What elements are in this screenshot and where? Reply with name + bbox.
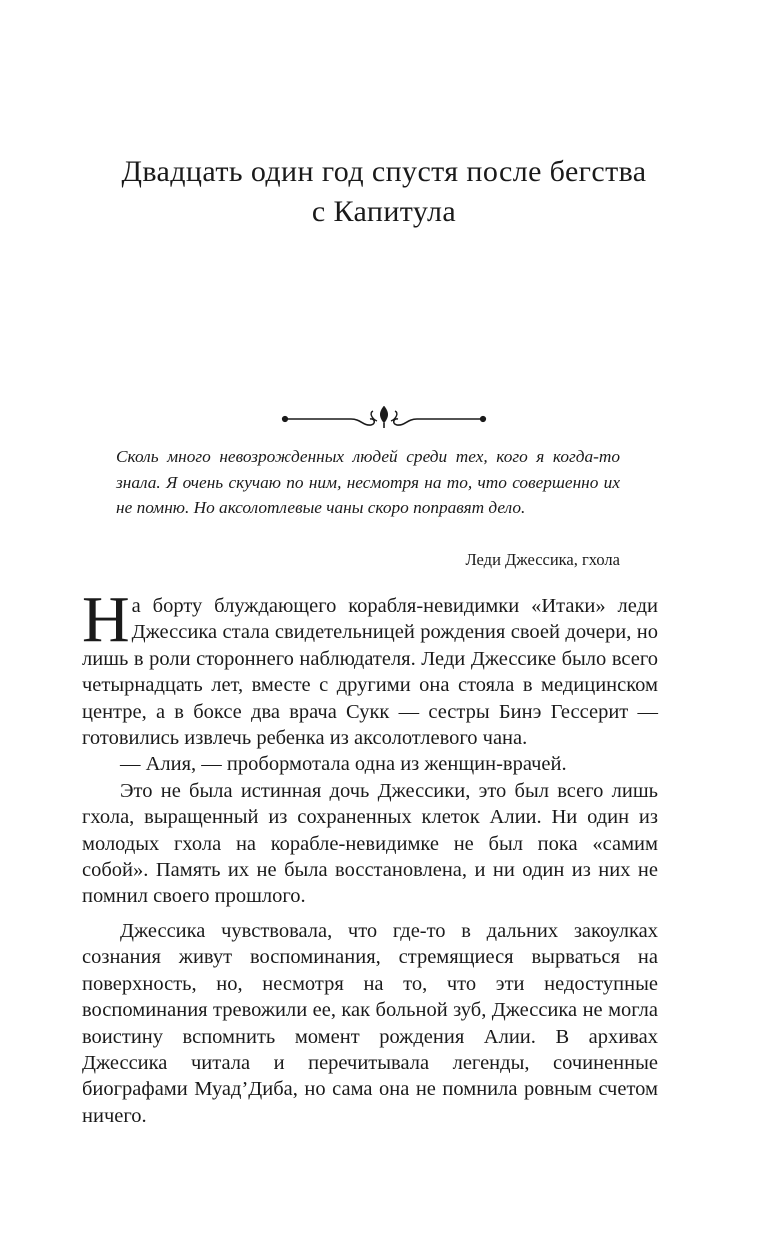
paragraph-4: Джессика чувствовала, что где-то в дальних закоулках сознания живут воспоминания, стремящиеся вырваться на поверхность, но, несмотря на то, что эти недоступные воспоминания тревожили ее, как больной зуб, Джессика не могла воистину вспомнить момент рождения Алии. В архивах Джессика читала и перечитывала легенды, сочиненные биографами Муад’Диба, но сама она не помнила ровным счетом ничего. <box>82 919 658 1127</box>
paragraph-1-text: а борту блуждающего корабля-невидимки «Итаки» леди Джессика стала свидетельницей рождения своей дочери, но лишь в роли стороннего наблюдателя. Леди Джессике было всего четырнадцать лет, вместе с другими она стояла в медицинском центре, а в боксе два врача Сукк — сестры Бинэ Гессерит — готовились извлечь ребенка из аксолотлевого чана. <box>82 595 658 750</box>
chapter-title <box>60 152 708 232</box>
paragraph-3: Это не была истинная дочь Джессики, это был всего лишь гхола, выращенный из сохраненных клеток Алии. Ни один из молодых гхола на корабле-невидимке не был пока «самим собой». Память их не была восстановлена, и ни один из них не помнил своего прошлого. <box>82 779 658 908</box>
drop-cap: Н <box>82 583 130 656</box>
chapter-body <box>82 583 658 1129</box>
fleuron-divider-icon <box>281 404 487 430</box>
epigraph-attribution: Леди Джессика, гхола <box>465 550 620 569</box>
epigraph-text: Сколь много невозрожденных людей среди тех, кого я когда-то знала. Я очень скучаю по ним, несмотря на то, что совершенно их не помню. Но аксолотлевые чаны скоро поправят дело. <box>116 447 620 518</box>
chapter-title-line-1: Двадцать один год спустя после бегства <box>121 155 647 188</box>
paragraph-2: — Алия, — пробормотала одна из женщин-врачей. <box>120 753 567 776</box>
paragraph-1 <box>82 583 658 751</box>
chapter-title-line-2: с Капитула <box>311 195 457 228</box>
